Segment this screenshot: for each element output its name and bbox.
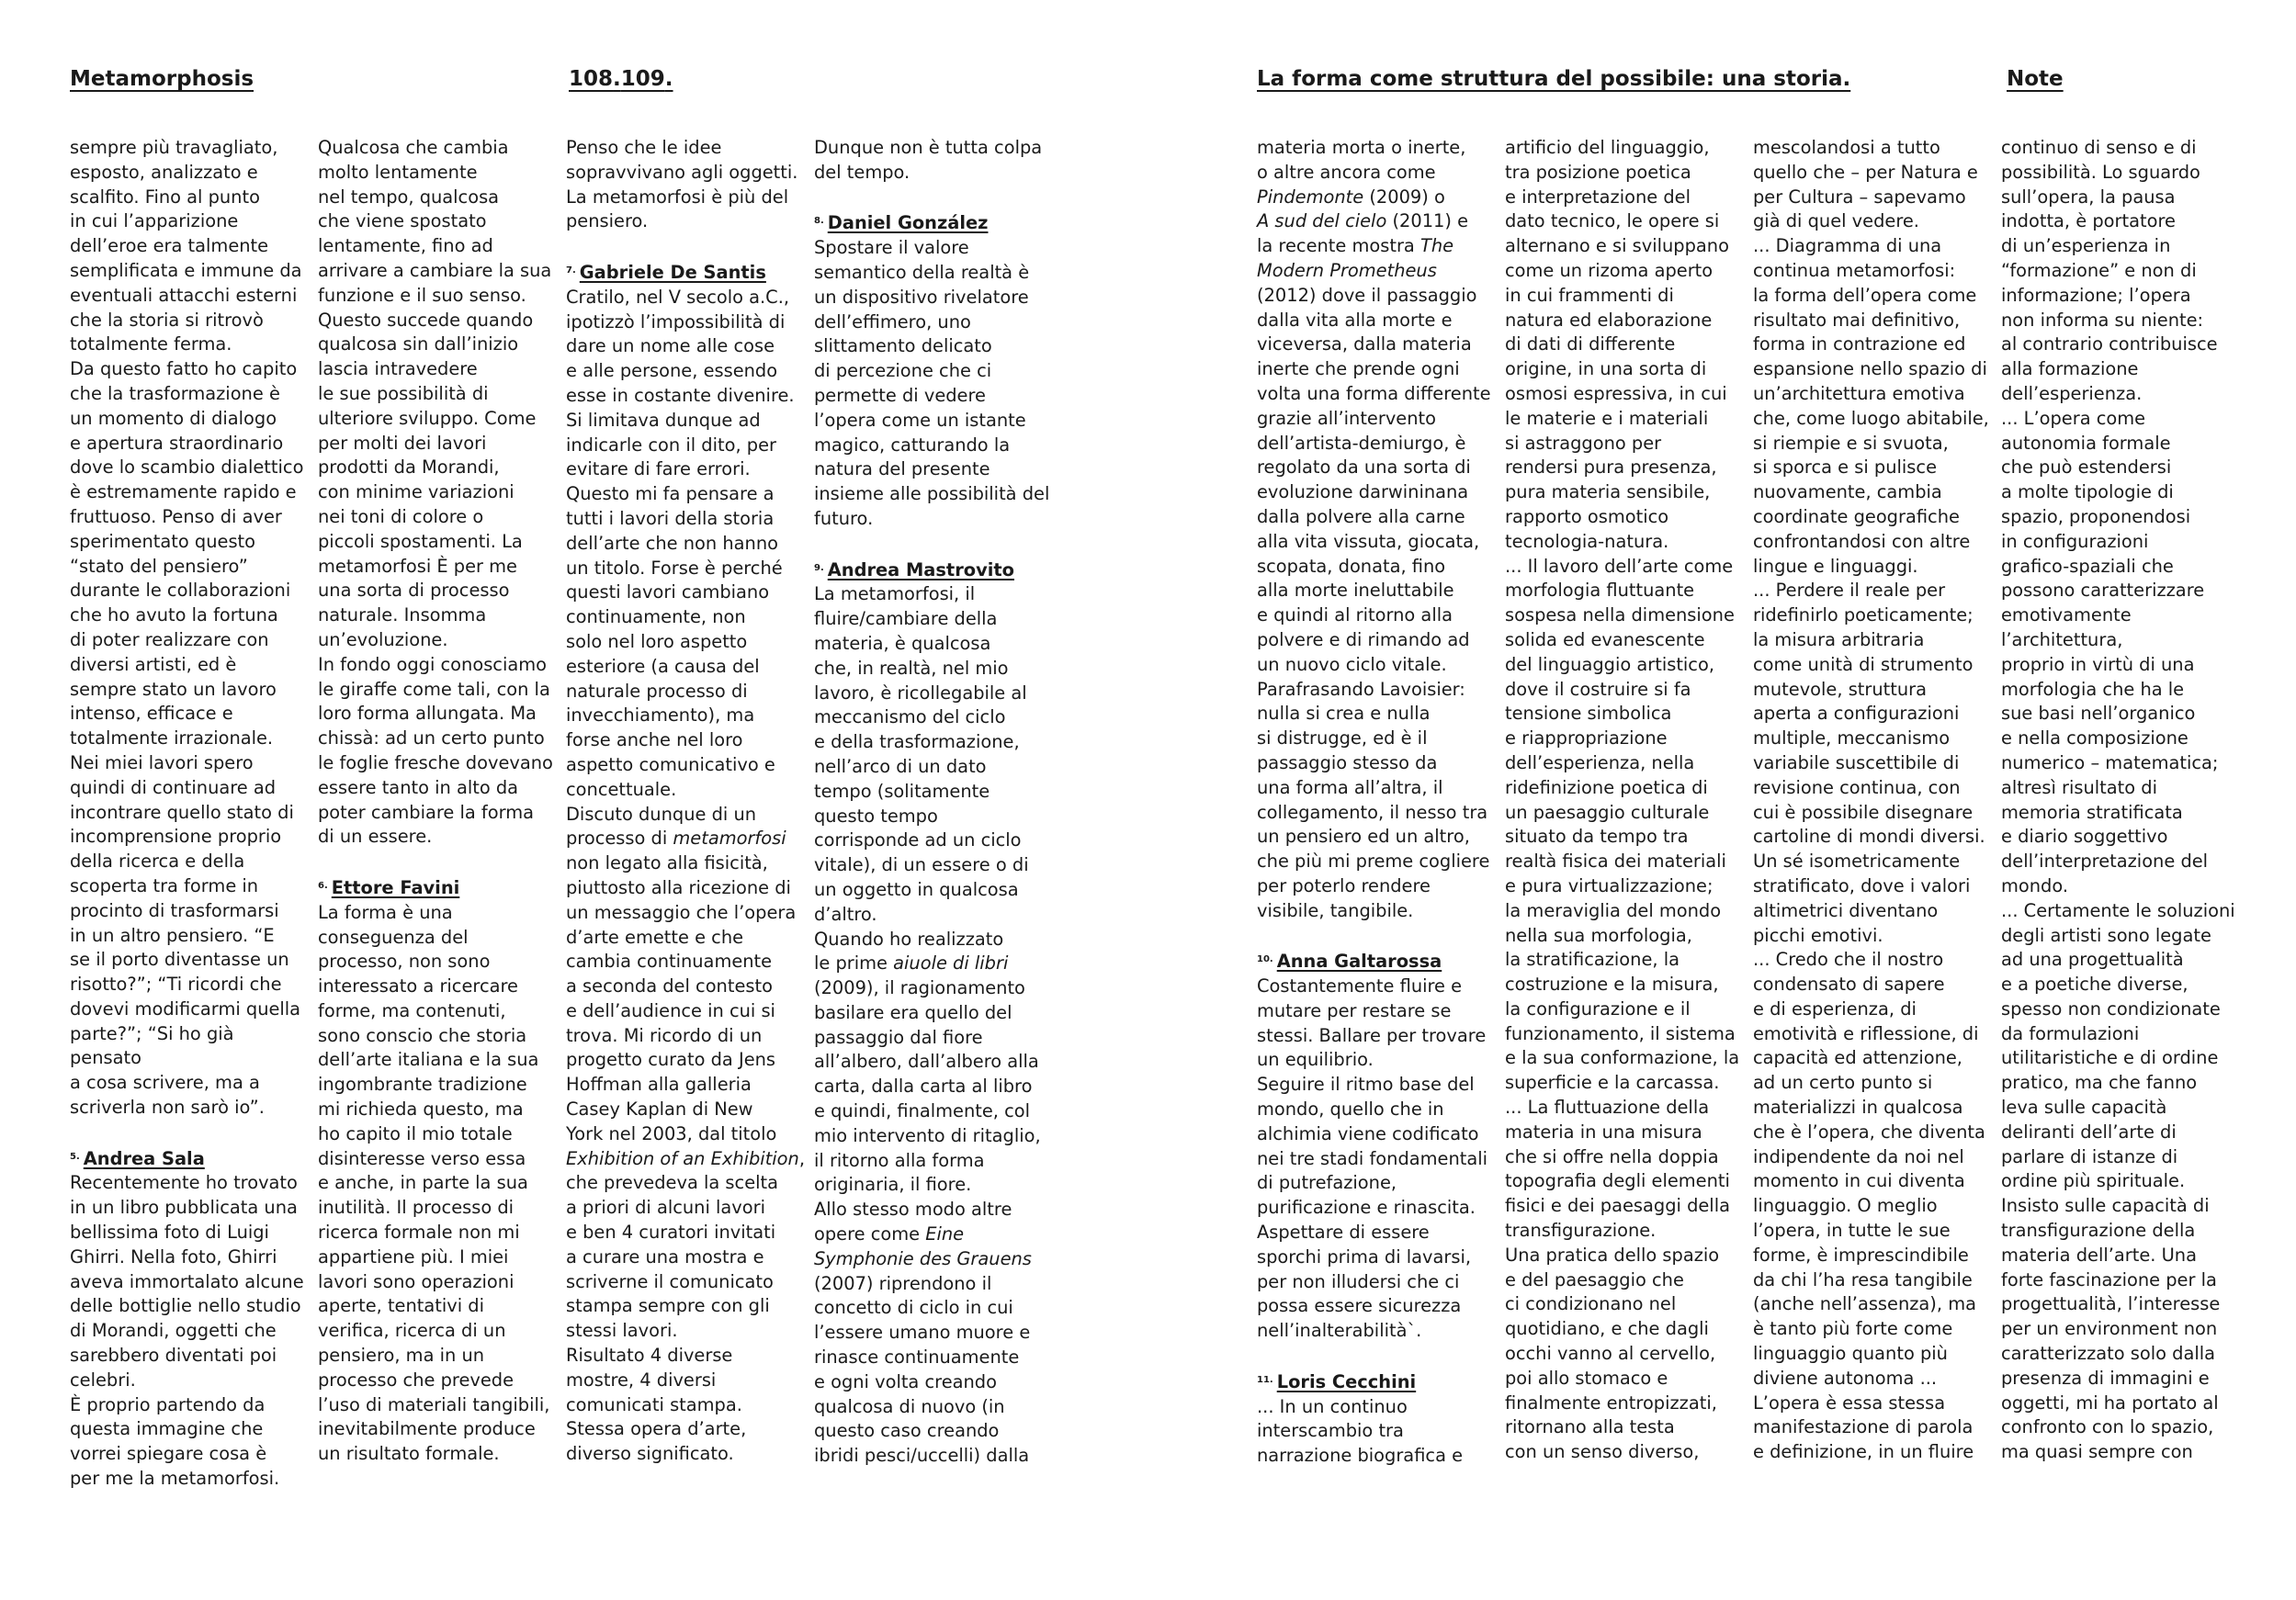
text-run: (2009) o: [1369, 186, 1445, 208]
paragraph: [566, 286, 807, 1467]
paragraph: Costantemente fluire e mutare per restare se stessi. Ballare per trovare un equilibrio. Seguire il ritmo base del mondo, quello che in alchimia viene codificato nei tre stadi fondamentali di putrefazione, purificazione e rinascita. Aspettare di essere sporchi prima di lavarsi, per non illudersi che ci possa essere sicurezza nell’inalterabilità`.: [1257, 975, 1487, 1342]
page-number-left: 108: [569, 67, 614, 91]
paragraph: ... In un continuo interscambio tra narrazione biografica e: [1257, 1395, 1464, 1467]
text-column-3: [566, 136, 807, 1467]
note-number: 11.: [1257, 1374, 1273, 1385]
text-column-1: [70, 136, 311, 1492]
note-number: 7.: [566, 265, 576, 276]
note-number: 8.: [814, 216, 824, 227]
text-column-4: [814, 136, 1055, 1469]
page-number-end: .: [664, 67, 673, 91]
emphasis: The Modern Prometheus: [1257, 235, 1454, 281]
paragraph: artificio del linguaggio, tra posizione poetica e interpretazione del dato tecnico, le opere si alternano e si sviluppano come un rizoma aperto in cui frammenti di natura ed elaborazione di dati di differente origine, in una sorta di osmosi espressiva, in cui le materie e i materiali si astraggono per rendersi pura presenza, pura materia sensibile, rapporto osmotico tecnologia-natura. ... Il lavoro dell’arte come morfologia fluttuante sospesa nella dimensione solida ed evanescente del linguaggio artistico, dove il costruire si fa tensione simbolica e riappropriazione dell’esperienza, nella ridefinizione poetica di un paesaggio culturale situato da tempo tra realtà fisica dei materiali e pura virtualizzazione; la meraviglia del mondo nella sua morfologia, la stratificazione, la costruzione e la misura, la configurazione e il funzionamento, il sistema e la sua conformazione, la superficie e la carcassa. ... La fluttuazione della materia in una misura che si offre nella doppia topografia degli elementi fisici e dei paesaggi della transfigurazione. Una pratica dello spazio e del paesaggio che ci condizionano nel quotidiano, e che dagli occhi vanno al cervello, poi allo stomaco e finalmente entropizzati, ritornano alla testa con un senso diverso,: [1505, 137, 1740, 1463]
paragraph: Recentemente ho trovato in un libro pubblicata una bellissima foto di Luigi Ghirri. Nella foto, Ghirri aveva immortalato alcune delle bottiglie nello studio di Morandi, oggetti che sarebbero diventati poi celebri. È proprio partendo da questa immagine che vorrei spiegare cosa è per me la metamorfosi.: [70, 1172, 304, 1490]
note-number: 10.: [1257, 954, 1273, 965]
note-heading-8: [814, 209, 1055, 236]
paragraph: continuo di senso e di possibilità. Lo sguardo sull’opera, la pausa indotta, è portatore di un’esperienza in “formazione” e non di informazione; l’opera non informa su niente: al contrario contribuisce alla formazione dell’esperienza. ... L’opera come autonomia formale che può estendersi a molte tipologie di spazio, proponendosi in configurazioni grafico-spaziali che possono caratterizzare emotivamente l’architettura, proprio in virtù di una morfologia che ha le sue basi nell’organico e nella composizione numerico – matematica; altresì risultato di memoria stratificata e diario soggettivo dell’interpretazione del mondo. ... Certamente le soluzioni degli artisti sono legate ad una progettualità e a poetiche diverse, spesso non condizionate da formulazioni utilitaristiche e di ordine pratico, ma che fanno leva sulle capacità deliranti dell’arte di parlare di istanze di ordine più spirituale. Insisto sulle capacità di transfigurazione della materia dell’arte. Una forte fascinazione per la progettualità, l’interesse per un environment non caratterizzato solo dalla presenza di immagini e oggetti, mi ha portato al confronto con lo spazio, ma quasi sempre con: [2001, 137, 2235, 1463]
paragraph: mescolandosi a tutto quello che – per Natura e per Cultura – sapevamo già di quel vedere. ... Diagramma di una continua metamorfosi: la forma dell’opera come risultato mai definitivo, forma in contrazione ed espansione nello spazio di un’architettura emotiva che, come luogo abitabile, si riempie e si svuota, si sporca e si pulisce nuovamente, cambia coordinate geografiche confrontandosi con altre lingue e linguaggi. ... Perdere il reale per ridefinirlo poeticamente; la misura arbitraria come unità di strumento mutevole, struttura aperta a configurazioni multiple, meccanismo variabile suscettibile di revisione continua, con cui è possibile disegnare cartoline di mondi diversi. Un sé isometricamente stratificato, dove i valori altimetrici diventano picchi emotivi. ... Credo che il nostro condensato di sapere e di esperienza, di emotività e riflessione, di capacità ed attenzione, ad un certo punto si materializzi in qualcosa che è l’opera, che diventa indipendente da noi nel momento in cui diventa linguaggio. O meglio l’opera, in tutte le sue forme, è imprescindibile da chi l’ha resa tangibile (anche nell’assenza), ma è tanto più forte come linguaggio quanto più diviene autonoma ... L’opera è essa stessa manifestazione di parola e definizione, in un fluire: [1753, 137, 1989, 1463]
text-run: (2007) riprendono il concetto di ciclo in cui l’essere umano muore e rinasce continuamente e ogni volta creando qualcosa di nuovo (in questo caso creando ibridi pesci/uccelli) dalla: [814, 1272, 1031, 1467]
paragraph: sempre più travagliato, esposto, analizzato e scalfito. Fino al punto in cui l’apparizione dell’eroe era talmente semplificata e immune da eventuali attacchi esterni che la storia si ritrovò totalmente ferma. Da questo fatto ho capito che la trasformazione è un momento di dialogo e apertura straordinario dove lo scambio dialettico è estremamente rapido e fruttuoso. Penso di aver sperimentato questo “stato del pensiero” durante le collaborazioni che ho avuto la fortuna di poter realizzare con diversi artisti, ed è sempre stato un lavoro intenso, efficace e totalmente irrazionale. Nei miei lavori spero quindi di continuare ad incontrare quello stato di incomprensione proprio della ricerca e della scoperta tra forme in procinto di trasformarsi in un altro pensiero. “E se il porto diventasse un risotto?”; “Ti ricordi che dovevi modificarmi quella parte?”; “Si ho già pensato a cosa scrivere, ma a scriverla non sarò io”.: [70, 137, 304, 1119]
note-heading-7: [566, 259, 807, 286]
text-run: non legato alla fisicità, piuttosto alla ricezione di un messaggio che l’opera d’arte emette e che cambia continuamente a seconda del contesto e dell’audience in cui si trova. Mi ricordo di un progetto curato da Jens Hoffman alla galleria Casey Kaplan di New York nel 2003, dal titolo: [566, 852, 797, 1144]
page-number-right: 109: [620, 67, 665, 91]
text-run: Cratilo, nel V secolo a.C., ipotizzò l’impossibilità di dare un nome alle cose e alle persone, essendo esse in costante divenire. Si limitava dunque ad indicarle con il dito, per evitare di fare errori. Questo mi fa pensare a tutti i lavori della storia dell’arte che non hanno un titolo. Forse è perché questi lavori cambiano continuamente, non solo nel loro aspetto esteriore (a causa del naturale processo di invecchiamento), ma forse anche nel loro aspetto comunicativo e concettuale. Discuto dunque di un processo di: [566, 286, 795, 850]
chapter-title-end: .: [1842, 67, 1851, 91]
text-column-8: [2001, 136, 2242, 1465]
emphasis: aiuole di libri: [893, 952, 1009, 975]
note-heading-5: [70, 1145, 311, 1172]
note-heading-6: [318, 874, 559, 901]
running-title-right: [1257, 64, 1850, 94]
paragraph: Dunque non è tutta colpa del tempo.: [814, 137, 1043, 183]
note-number: 9.: [814, 562, 824, 573]
emphasis: metamorfosi: [673, 828, 786, 850]
page-number-separator: .: [613, 67, 621, 91]
emphasis: Pindemonte: [1257, 186, 1364, 208]
note-author: Gabriele De Santis: [579, 261, 766, 283]
emphasis: A sud del cielo: [1257, 210, 1387, 232]
paragraph: [814, 582, 1055, 1469]
note-number: 6.: [318, 880, 328, 891]
note-author: Andrea Mastrovito: [827, 558, 1014, 580]
note-heading-9: [814, 557, 1055, 583]
note-author: Loris Cecchini: [1276, 1370, 1417, 1392]
paragraph: Spostare il valore semantico della realtà è un dispositivo rivelatore dell’effimero, uno slittamento delicato di percezione che ci permette di vedere l’opera come un istante magico, catturando la natura del presente insieme alle possibilità del futuro.: [814, 237, 1050, 529]
paragraph: La forma è una conseguenza del processo, non sono interessato a ricercare forme, ma contenuti, sono conscio che storia dell’arte italiana e la sua ingombrante tradizione mi richieda questo, ma ho capito il mio totale disinteresse verso essa e anche, in parte la sua inutilità. Il processo di ricerca formale non mi appartiene più. I miei lavori sono operazioni aperte, tentativi di verifica, ricerca di un pensiero, ma in un processo che prevede l’uso di materiali tangibili, inevitabilmente produce un risultato formale.: [318, 901, 550, 1465]
text-column-6: [1505, 136, 1746, 1465]
paragraph: [1257, 136, 1498, 924]
text-run: (2012) dove il passaggio dalla vita alla morte e viceversa, dalla materia inerte che prende ogni volta una forma differente grazie all’intervento dell’artista-demiurgo, è regolato da una sorta di evoluzione darwininana dalla polvere alla carne alla vita vissuta, giocata, scopata, donata, fino alla morte ineluttabile e quindi al ritorno alla polvere e di rimando ad un nuovo ciclo vitale. Parafrasando Lavoisier: nulla si crea e nulla si distrugge, ed è il passaggio stesso da una forma all’altra, il collegamento, il nesso tra un pensiero ed un altro, che più mi preme cogliere per poterlo rendere visibile, tangibile.: [1257, 284, 1491, 921]
note-author: Ettore Favini: [331, 876, 460, 898]
note-author: Anna Galtarossa: [1276, 951, 1442, 973]
note-heading-10: [1257, 948, 1498, 975]
note-author: Daniel González: [827, 212, 989, 234]
emphasis: Exhibition of an Exhibition: [566, 1147, 799, 1169]
page-numbers: [569, 64, 673, 94]
text-column-5: [1257, 136, 1498, 1469]
running-title-left: Metamorphosis: [70, 67, 254, 91]
text-run: (2009), il ragionamento basilare era quello del passaggio dal fiore all’albero, dall’albero alla carta, dalla carta al libro e quindi, finalmente, col mio intervento di ritaglio, il ritorno alla forma originaria, il fiore. Allo stesso modo altre opere come: [814, 977, 1041, 1245]
text-column-7: [1753, 136, 1994, 1465]
paragraph: Qualcosa che cambia molto lentamente nel tempo, qualcosa che viene spostato lentamente, fino ad arrivare a cambiare la sua funzione e il suo senso. Questo succede quando qualcosa sin dall’inizio lascia intravedere le sue possibilità di ulteriore sviluppo. Come per molti dei lavori prodotti da Morandi, con minime variazioni nei toni di colore o piccoli spostamenti. La metamorfosi È per me una sorta di processo naturale. Insomma un’evoluzione. In fondo oggi conosciamo le giraffe come tali, con la loro forma allungata. Ma chissà: ad un certo punto le foglie fresche dovevano essere tanto in alto da poter cambiare la forma di un essere.: [318, 137, 553, 848]
emphasis: Eine Symphonie des Grauens: [814, 1223, 1032, 1269]
chapter-title: La forma come struttura del possibile: una storia: [1257, 67, 1843, 91]
text-column-2: [318, 136, 559, 1467]
note-number: 5.: [70, 1151, 80, 1162]
notes-heading: Note: [2007, 67, 2064, 91]
paragraph: Penso che le idee sopravvivano agli oggetti. La metamorfosi è più del pensiero.: [566, 137, 798, 232]
text-run: (2011) e la recente mostra: [1257, 210, 1469, 257]
text-run: materia morta o inerte, o altre ancora come: [1257, 137, 1466, 183]
note-author: Andrea Sala: [83, 1147, 205, 1169]
text-run: , che prevedeva la scelta a priori di alcuni lavori e ben 4 curatori invitati a curare una mostra e scriverne il comunicato stampa sempre con gli stessi lavori. Risultato 4 diverse mostre, 4 diversi comunicati stampa. Stessa opera d’arte, diverso significato.: [566, 1147, 806, 1465]
text-run: La metamorfosi, il fluire/cambiare della materia, è qualcosa che, in realtà, nel mio lavoro, è ricollegabile al meccanismo del ciclo e della trasformazione, nell’arco di un dato tempo (solitamente questo tempo corrisponde ad un ciclo vitale), di un essere o di un oggetto in qualcosa d’altro. Quando ho realizzato le prime: [814, 583, 1029, 975]
note-heading-11: [1257, 1369, 1498, 1395]
